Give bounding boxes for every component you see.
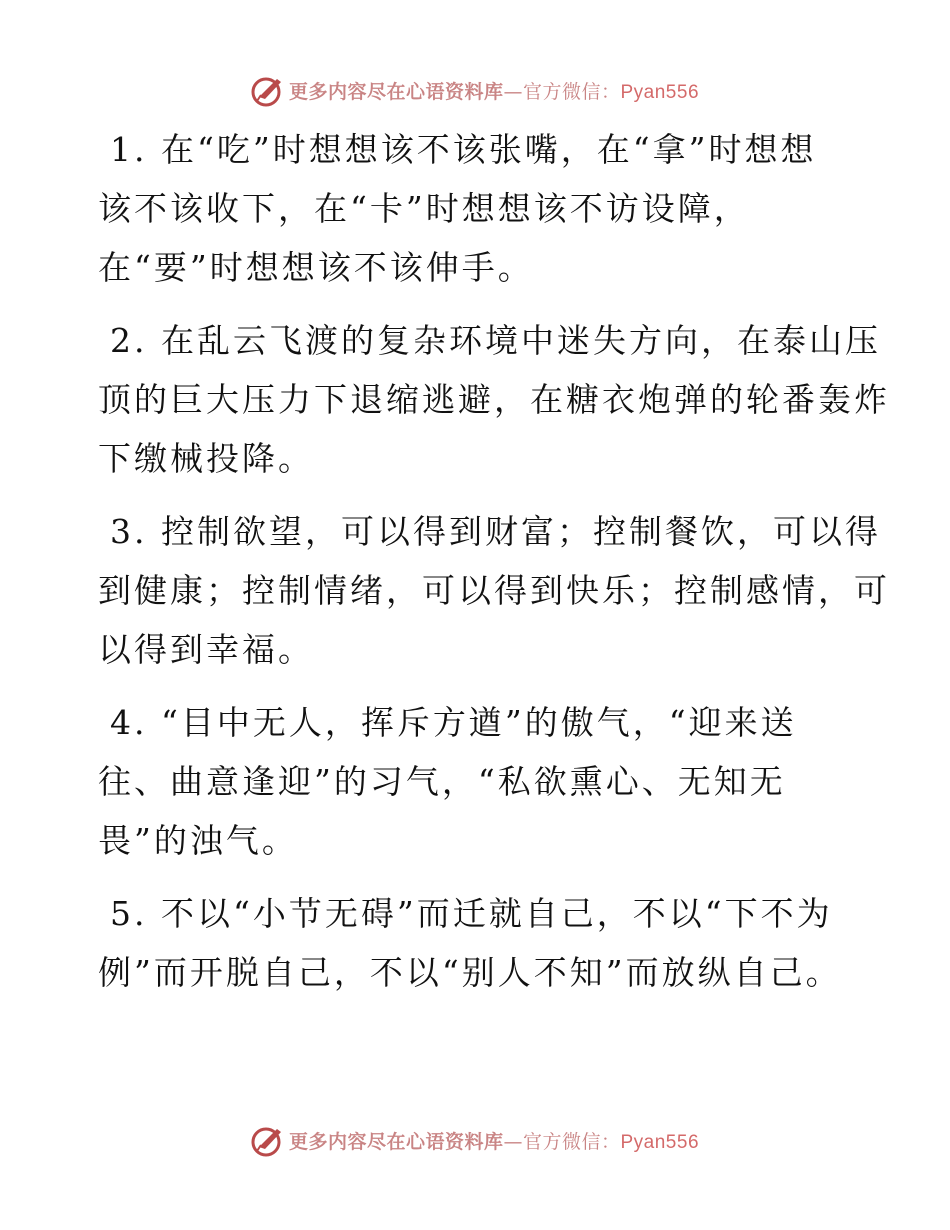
banner-text (289, 1127, 699, 1154)
banner-wechat-label: 官方微信： (522, 80, 621, 103)
paragraph-line: 到健康；控制情绪，可以得到快乐；控制感情，可 (98, 571, 890, 610)
banner-wechat-id: Pyan556 (620, 81, 700, 103)
paragraph-line: 1. 在“吃”时想想该不该张嘴，在“拿”时想想 (110, 130, 817, 169)
footer-banner (0, 1120, 950, 1160)
paragraph-4 (98, 693, 858, 870)
banner-wechat-id: Pyan556 (620, 1131, 700, 1153)
paragraph-line: 5. 不以“小节无碍”而迁就自己，不以“下不为 (110, 894, 833, 933)
paragraph-line: 4. “目中无人，挥斥方遒”的傲气，“迎来送 (110, 703, 797, 742)
paragraph-line: 2. 在乱云飞渡的复杂环境中迷失方向，在泰山压 (110, 321, 881, 360)
paragraph-line: 3. 控制欲望，可以得到财富；控制餐饮，可以得 (110, 512, 881, 551)
banner-dash: — (503, 1130, 523, 1153)
paragraph-5 (98, 884, 858, 1002)
paragraph-line: 在“要”时想想该不该伸手。 (98, 248, 534, 287)
banner-text (289, 77, 699, 104)
quill-logo-icon (251, 73, 285, 107)
paragraph-line: 以得到幸福。 (98, 630, 314, 669)
document-body (98, 120, 890, 1016)
header-banner (0, 70, 950, 110)
paragraph-1 (98, 120, 858, 297)
paragraph-line: 该不该收下，在“卡”时想想该不访设障， (98, 189, 750, 228)
paragraph-line: 例”而开脱自己，不以“别人不知”而放纵自己。 (98, 953, 842, 992)
paragraph-line: 畏”的浊气。 (98, 821, 298, 860)
paragraph-line: 往、曲意逢迎”的习气，“私欲熏心、无知无 (98, 762, 786, 801)
banner-main-text: 更多内容尽在心语资料库 (288, 1130, 504, 1153)
paragraph-line: 顶的巨大压力下退缩逃避，在糖衣炮弹的轮番轰炸 (98, 380, 890, 419)
paragraph-2 (98, 311, 890, 488)
quill-logo-icon (251, 1123, 285, 1157)
paragraph-3 (98, 502, 890, 679)
banner-wechat-label: 官方微信： (522, 1130, 621, 1153)
paragraph-line: 下缴械投降。 (98, 439, 314, 478)
banner-main-text: 更多内容尽在心语资料库 (288, 80, 504, 103)
banner-dash: — (503, 80, 523, 103)
